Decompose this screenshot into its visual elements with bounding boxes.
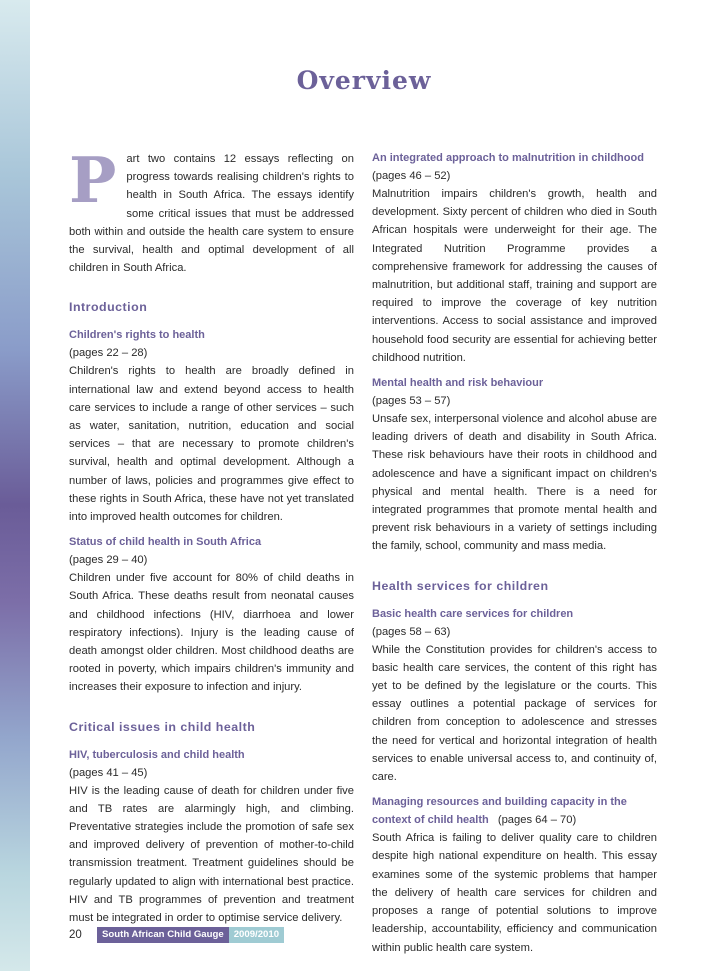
essay-title: Mental health and risk behaviour [372,377,544,390]
essay-pages: (pages 53 – 57) [372,395,451,408]
essay-summary: South Africa is failing to deliver quality care to children despite high national expenditure on health. This essay examines some of the systemic problems that hamper the delivery of health care services for children and proposes a range of potential solutions to improve leadership, accountability, efficiency and communication within public health care system. [372,832,657,954]
page-number: 20 [69,929,82,941]
right-column [372,150,657,957]
essay-summary: Children under five account for 80% of child deaths in South Africa. These deaths result from neonatal causes and childhood infections (HIV, diarrhoea and lower respiratory infections). Injury is the leading cause of death amongst older children. Most childhood deaths are rooted in poverty, which impairs children's immunity and increases their exposure to infection and injury. [69,572,354,694]
essay-summary: Children's rights to health are broadly defined in international law and extend beyond access to health care services to include a range of other services – such as water, sanitation, nutrition, education and social services – that are necessary to promote children's survival, health and optimal development. Although a number of laws, policies and programmes give effect to these rights in South Africa, these have not yet translated into improved health outcomes for children. [69,365,354,524]
essay-pages: (pages 22 – 28) [69,347,148,360]
essay-title: HIV, tuberculosis and child health [69,748,245,761]
essay-title: Managing resources and building capacity in the [372,796,627,809]
essay-pages: (pages 58 – 63) [372,625,451,638]
essay-title: An integrated approach to malnutrition in childhood [372,152,644,164]
essay-title: Children's rights to health [69,329,205,342]
essay-pages: (pages 41 – 45) [69,766,148,779]
left-column [69,143,354,927]
section-heading-health-services: Health services for children [372,578,549,593]
publication-name: South African Child Gauge [97,927,229,943]
publication-year: 2009/2010 [229,927,284,943]
drop-cap: P [69,143,117,217]
essay-title-continued [372,811,657,829]
page-footer [69,927,284,943]
essay-pages: (pages 29 – 40) [69,554,148,567]
essay-title: Basic health care services for children [372,607,574,620]
decorative-side-band [0,0,30,971]
intro-text: art two contains 12 essays reflecting on progress towards realising children's rights to health in South Africa. The essays identify some critical issues that must be addressed both within and outside the health care system to ensure the survival, health and optimal development of all children in South Africa. [69,153,354,275]
essay-summary: While the Constitution provides for children's access to basic health care services, the content of this right has yet to be defined by the legislature or the courts. This essay outlines a potential package of services for children from conception to adolescence and stresses the need for vertical and horizontal integration of health services to enable universal access to, and continuity of, care. [372,643,657,784]
essay-summary: Unsafe sex, interpersonal violence and alcohol abuse are leading drivers of death and disability in South Africa. These risk behaviours have their roots in childhood and adolescence and have a significant impact on children's physical and mental health. There is a need for integrated programmes that promote mental health and prevent risk behaviours in a variety of settings including the family, school, community and mass media. [372,413,657,553]
essay-pages: (pages 64 – 70) [497,814,577,827]
essay-summary: Malnutrition impairs children's growth, health and development. Sixty percent of children who died in South African hospitals were underweight for their age. The Integrated Nutrition Programme provides a comprehensive framework for addressing the causes of malnutrition, but additional staff, training and support are required to improve the coverage of key nutrition interventions. Access to social assistance and improved household food security are essential for achieving better childhood nutrition. [372,188,657,364]
section-heading-introduction: Introduction [69,300,148,315]
essay-title-line2: context of child health [372,814,489,827]
intro-paragraph [69,143,354,277]
essay-pages: (pages 46 – 52) [372,170,451,182]
essay-title: Status of child health in South Africa [69,536,262,549]
section-heading-critical-issues: Critical issues in child health [69,719,256,734]
page-title: Overview [296,66,432,95]
essay-summary: HIV is the leading cause of death for children under five and TB rates are alarmingly high, and climbing. Preventative strategies include the promotion of safe sex and improved delivery of prevention of mother-to-child transmission treatment. Treatment guidelines should be regularly updated to align with international best practice. HIV and TB programmes of prevention and treatment must be integrated in order to optimise service delivery. [69,784,354,925]
